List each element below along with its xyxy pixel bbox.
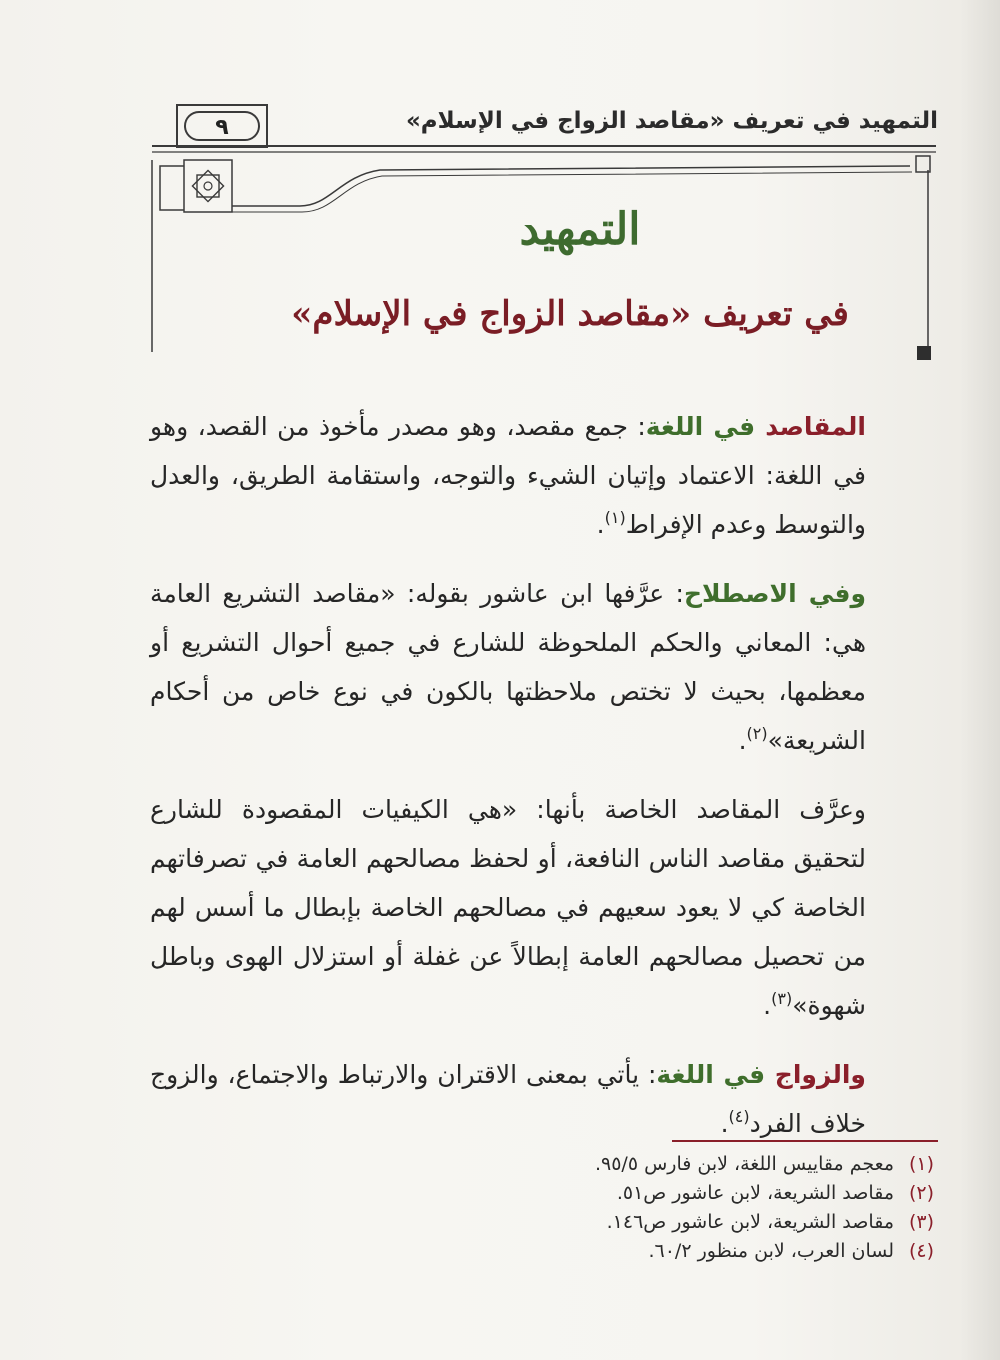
footnote-text: مقاصد الشريعة، لابن عاشور ص٥١. xyxy=(616,1182,894,1204)
footnote-divider xyxy=(672,1140,938,1142)
chapter-subtitle: في تعريف «مقاصد الزواج في الإسلام» xyxy=(291,294,849,334)
footnote-mark: (٣) xyxy=(908,1211,934,1233)
term-qualifier: في اللغة xyxy=(656,1060,775,1089)
paragraph-end: . xyxy=(596,510,605,539)
paragraph-text: : يأتي بمعنى الاقتران والارتباط والاجتماع، والزوج خلاف الفرد xyxy=(150,1060,866,1138)
footnote-item xyxy=(300,1150,934,1179)
chapter-title: التمهيد xyxy=(519,204,641,255)
paragraph-text: وعرَّف المقاصد الخاصة بأنها: «هي الكيفيات المقصودة للشارع لتحقيق مقاصد الناس النافعة، أو لحفظ مصالحهم العامة في تصرفاتهم الخاصة كي لا يعود سعيهم في مصالحهم الخاصة بإبطال ما أسس لهم من تحصيل مصالحهم العامة إبطالاً عن غفلة أو استزلال الهوى وباطل شهوة» xyxy=(150,795,866,1020)
footnote-item xyxy=(300,1208,934,1237)
footnote-ref[interactable]: (٣) xyxy=(771,989,793,1008)
footnote-item xyxy=(300,1237,934,1266)
term-label: المقاصد xyxy=(765,412,866,441)
page-number: ٩ xyxy=(184,111,260,141)
paragraph-end: . xyxy=(738,726,747,755)
term-qualifier: في اللغة xyxy=(645,412,766,441)
footnote-text: معجم مقاييس اللغة، لابن فارس ٩٥/٥. xyxy=(594,1153,894,1175)
footnote-mark: (٤) xyxy=(908,1240,934,1262)
body-text xyxy=(150,402,866,1168)
ornamental-frame xyxy=(0,0,1000,400)
paragraph-end: . xyxy=(763,991,772,1020)
paragraph-text: : جمع مقصد، وهو مصدر مأخوذ من القصد، وهو في اللغة: الاعتماد وإتيان الشيء والتوجه، واستقامة الطريق، والعدل والتوسط وعدم الإفراط xyxy=(150,412,866,539)
footnote-ref[interactable]: (٤) xyxy=(728,1107,750,1126)
running-header-title: التمهيد في تعريف «مقاصد الزواج في الإسلام» xyxy=(405,108,938,134)
footnote-mark: (١) xyxy=(908,1153,934,1175)
term-label: وفي الاصطلاح xyxy=(683,579,866,608)
footnote-mark: (٢) xyxy=(908,1182,934,1204)
paragraph-text: : عرَّفها ابن عاشور بقوله: «مقاصد التشريع العامة هي: المعاني والحكم الملحوظة للشارع في جميع أحوال التشريع أو معظمها، بحيث لا تختص ملاحظتها بالكون في نوع خاص من أحكام الشريعة» xyxy=(150,579,866,755)
paragraph xyxy=(150,402,866,549)
paragraph-end: . xyxy=(720,1109,729,1138)
footnote-text: لسان العرب، لابن منظور ٦٠/٢. xyxy=(648,1240,894,1262)
term-label: والزواج xyxy=(774,1060,866,1089)
footnote-item xyxy=(300,1179,934,1208)
footnotes xyxy=(300,1150,934,1266)
footnote-text: مقاصد الشريعة، لابن عاشور ص١٤٦. xyxy=(606,1211,894,1233)
paragraph xyxy=(150,1050,866,1148)
footnote-ref[interactable]: (٢) xyxy=(746,724,768,743)
footnote-ref[interactable]: (١) xyxy=(604,508,626,527)
paragraph xyxy=(150,785,866,1030)
paragraph xyxy=(150,569,866,765)
